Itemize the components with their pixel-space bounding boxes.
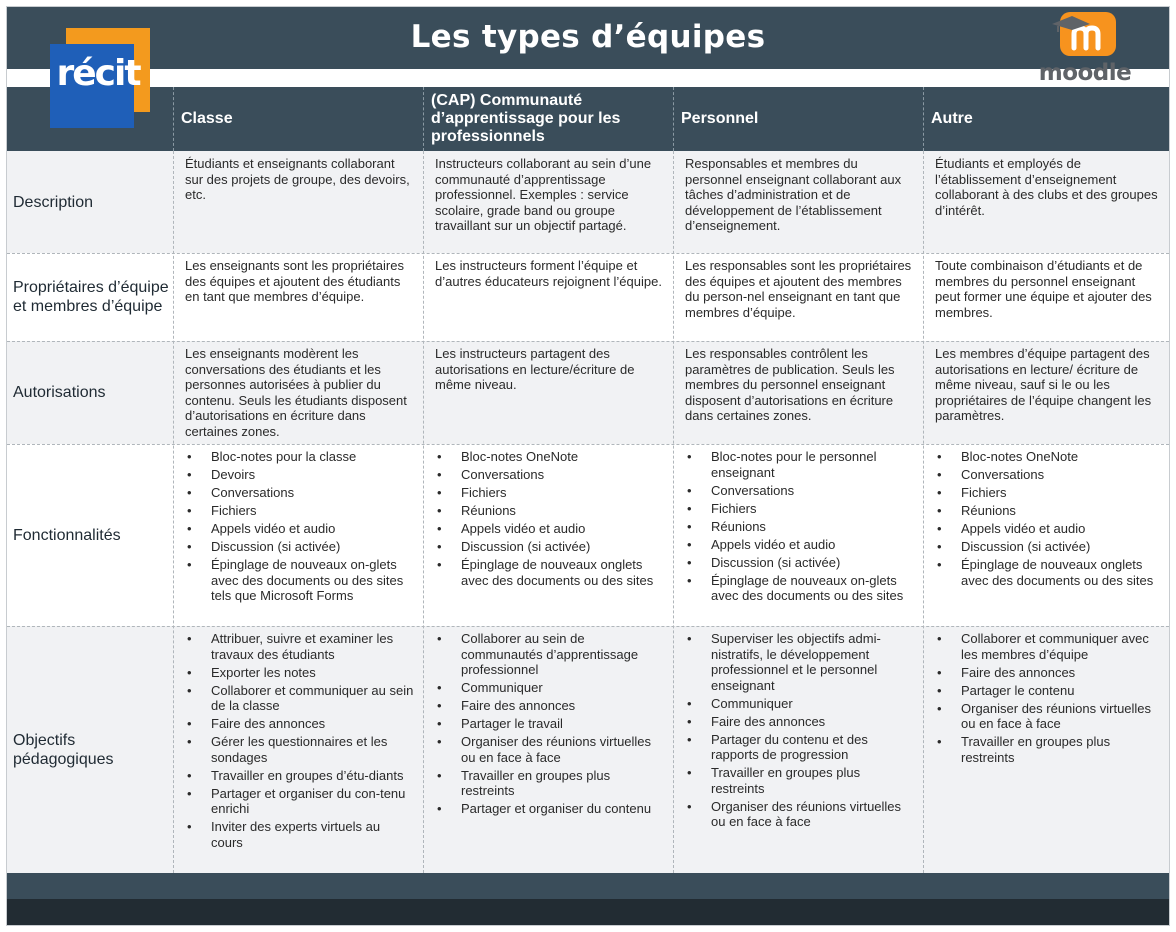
list-item: • Organiser des réunions virtuelles ou en face à face (685, 799, 915, 830)
list-item: • Communiquer (685, 696, 915, 712)
list-item: • Bloc-notes OneNote (435, 449, 665, 465)
bullet-list (185, 631, 415, 850)
list-item: • Partager du contenu et des rapports de progression (685, 732, 915, 763)
cell-text: Étudiants et employés de l’établissement d’enseignement collaborant à des clubs et des groupes d’intérêt. (935, 156, 1158, 218)
table-cell (673, 151, 923, 253)
list-item: • Conversations (435, 467, 665, 483)
list-item: • Travailler en groupes plus restreints (685, 765, 915, 796)
list-item: • Exporter les notes (185, 665, 415, 681)
row-label: Propriétaires d’équipe et membres d’équipe (13, 279, 169, 315)
column-divider (173, 151, 174, 873)
table-cell (173, 151, 423, 253)
table-cell (923, 341, 1169, 444)
list-item: • Organiser des réunions virtuelles ou en face à face (435, 734, 665, 765)
list-item: • Communiquer (435, 680, 665, 696)
list-item: • Organiser des réunions virtuelles ou en face à face (935, 701, 1161, 732)
cell-text: Instructeurs collaborant au sein d’une communauté d’apprentissage professionnel. Exemples : service scolaire, grade band ou groupe travaillant sur un objectif partagé. (435, 156, 652, 234)
list-item: • Épinglage de nouveaux on-glets avec des documents ou des sites (685, 573, 915, 604)
list-item: • Partager et organiser du contenu (435, 801, 665, 817)
footer-band-dark (7, 899, 1169, 925)
recit-logo-text: récit (56, 53, 140, 94)
table-cell (673, 341, 923, 444)
list-item: • Inviter des experts virtuels au cours (185, 819, 415, 850)
cell-text: Les responsables sont les propriétaires des équipes et ajoutent des membres du person-nel enseignant en tant que membres d’équipe. (685, 258, 912, 320)
list-item: • Partager le travail (435, 716, 665, 732)
column-divider (673, 151, 674, 873)
moodle-logo-text: moodle (1038, 60, 1132, 86)
bullet-list (935, 631, 1161, 765)
list-item: • Discussion (si activée) (185, 539, 415, 555)
table-cell (923, 444, 1169, 626)
list-item: • Appels vidéo et audio (685, 537, 915, 553)
list-item: • Réunions (685, 519, 915, 535)
title-bar (7, 7, 1169, 69)
table-cell (173, 626, 423, 873)
cell-text: Toute combinaison d’étudiants et de membres du personnel enseignant peut former une équipe et ajouter des membres. (935, 258, 1152, 320)
column-header-personnel: Personnel (673, 87, 923, 151)
list-item: • Conversations (685, 483, 915, 499)
row-label: Description (13, 193, 94, 211)
recit-logo (50, 28, 150, 128)
graduation-cap-icon (1030, 8, 1140, 60)
table-cell (673, 444, 923, 626)
list-item: • Conversations (935, 467, 1161, 483)
list-item: • Collaborer au sein de communautés d’apprentissage professionnel (435, 631, 665, 678)
cell-text: Les responsables contrôlent les paramètres de publication. Seuls les membres du personnel enseignant disposent d’autorisations en écriture dans certaines zones. (685, 346, 895, 424)
table-cell (173, 444, 423, 626)
table-cell (423, 151, 673, 253)
list-item: • Faire des annonces (935, 665, 1161, 681)
list-item: • Discussion (si activée) (435, 539, 665, 555)
list-item: • Réunions (935, 503, 1161, 519)
list-item: • Réunions (435, 503, 665, 519)
list-item: • Devoirs (185, 467, 415, 483)
cell-text: Responsables et membres du personnel enseignant collaborant aux tâches d’administration et de développement de l’établissement d’enseignement. (685, 156, 902, 234)
page-title: Les types d’équipes (410, 19, 766, 55)
column-divider (923, 151, 924, 873)
column-divider (423, 151, 424, 873)
row-label: Objectifs pédagogiques (13, 731, 114, 768)
list-item: • Discussion (si activée) (685, 555, 915, 571)
table-cell (923, 151, 1169, 253)
list-item: • Bloc-notes pour la classe (185, 449, 415, 465)
table-header (7, 87, 1169, 151)
list-item: • Bloc-notes pour le personnel enseignant (685, 449, 915, 480)
list-item: • Superviser les objectifs admi-nistratifs, le développement professionnel et le personnel enseignant (685, 631, 915, 693)
row-label: Fonctionnalités (13, 526, 121, 544)
cell-text: Étudiants et enseignants collaborant sur des projets de groupe, des devoirs, etc. (185, 156, 410, 203)
list-item: • Travailler en groupes plus restreints (435, 768, 665, 799)
list-item: • Faire des annonces (185, 716, 415, 732)
list-item: • Appels vidéo et audio (185, 521, 415, 537)
row-label: Autorisations (13, 384, 106, 401)
list-item: • Travailler en groupes plus restreints (935, 734, 1161, 765)
list-item: • Appels vidéo et audio (435, 521, 665, 537)
list-item: • Discussion (si activée) (935, 539, 1161, 555)
list-item: • Fichiers (685, 501, 915, 517)
list-item: • Collaborer et communiquer avec les membres d’équipe (935, 631, 1161, 662)
list-item: • Faire des annonces (685, 714, 915, 730)
list-item: • Partager le contenu (935, 683, 1161, 699)
footer-band (7, 873, 1169, 899)
table-cell (673, 253, 923, 341)
list-item: • Travailler en groupes d’étu-diants (185, 768, 415, 784)
list-item: • Appels vidéo et audio (935, 521, 1161, 537)
cell-text: Les membres d’équipe partagent des autorisations en lecture/ écriture de même niveau, sauf si le ou les propriétaires de l’équipe changent les paramètres. (935, 346, 1152, 424)
list-item: • Épinglage de nouveaux onglets avec des documents ou des sites (435, 557, 665, 588)
list-item: • Conversations (185, 485, 415, 501)
table-cell (423, 253, 673, 341)
table-cell (423, 341, 673, 444)
bullet-list (935, 449, 1161, 588)
list-item: • Fichiers (435, 485, 665, 501)
table-cell (923, 253, 1169, 341)
table-cell (173, 341, 423, 444)
column-header-cap: (CAP) Communauté d’apprentissage pour les professionnels (423, 87, 673, 151)
list-item: • Partager et organiser du con-tenu enrichi (185, 786, 415, 817)
cell-text: Les instructeurs forment l’équipe et d’autres éducateurs rejoignent l’équipe. (435, 258, 662, 289)
table-cell (173, 253, 423, 341)
bullet-list (435, 631, 665, 817)
list-item: • Collaborer et communiquer au sein de la classe (185, 683, 415, 714)
cell-text: Les enseignants sont les propriétaires des équipes et ajoutent des étudiants en tant que membres d’équipe. (185, 258, 404, 305)
bullet-list (685, 449, 915, 604)
column-header-classe: Classe (173, 87, 423, 151)
list-item: • Bloc-notes OneNote (935, 449, 1161, 465)
table-cell (423, 444, 673, 626)
infographic (6, 6, 1170, 926)
list-item: • Fichiers (185, 503, 415, 519)
cell-text: Les instructeurs partagent des autorisations en lecture/écriture de même niveau. (435, 346, 635, 393)
bullet-list (685, 631, 915, 830)
list-item: • Épinglage de nouveaux on-glets avec des documents ou des sites tels que Microsoft Forms (185, 557, 415, 604)
table-cell (423, 626, 673, 873)
table-cell (923, 626, 1169, 873)
column-header-autre: Autre (923, 87, 1169, 151)
list-item: • Gérer les questionnaires et les sondages (185, 734, 415, 765)
cell-text: Les enseignants modèrent les conversations des étudiants et les personnes autorisées à publier du contenu. Seuls les étudiants disposent d’autorisations en écriture dans certaines zones. (185, 346, 407, 439)
list-item: • Faire des annonces (435, 698, 665, 714)
list-item: • Attribuer, suivre et examiner les travaux des étudiants (185, 631, 415, 662)
list-item: • Fichiers (935, 485, 1161, 501)
bullet-list (185, 449, 415, 604)
bullet-list (435, 449, 665, 588)
list-item: • Épinglage de nouveaux onglets avec des documents ou des sites (935, 557, 1161, 588)
moodle-logo (1030, 8, 1140, 88)
table-cell (673, 626, 923, 873)
